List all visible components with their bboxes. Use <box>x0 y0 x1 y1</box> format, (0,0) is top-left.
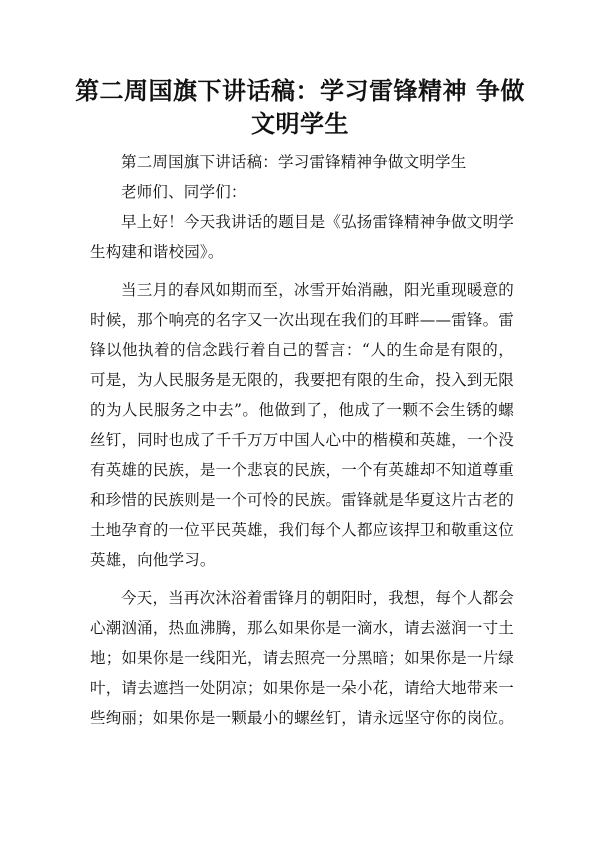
paragraph-salutation: 老师们、同学们： <box>121 183 247 201</box>
paragraph-greeting: 早上好！今天我讲话的题目是《弘扬雷锋精神争做文明学生构建和谐校园》。 <box>90 213 514 261</box>
paragraph-today: 今天，当再次沐浴着雷锋月的朝阳时，我想，每个人都会心潮汹涌，热血沸腾，那么如果你是一滴水，请去滋润一寸土地；如果你是一线阳光，请去照亮一分黑暗；如果你是一片绿叶，请去遮挡一处阴凉；如果你是一朵小花，请给大地带来一些绚丽；如果你是一颗最小的螺丝钉，请永远坚守你的岗位。 <box>90 589 514 727</box>
paragraph-leifeng: 当三月的春风如期而至，冰雪开始消融，阳光重现暖意的时候，那个响亮的名字又一次出现在我们的耳畔——雷锋。雷锋以他执着的信念践行着自己的誓言：“人的生命是有限的，可是，为人民服务是无限的，我要把有限的生命，投入到无限的为人民服务之中去”。他做到了，他成了一颗不会生锈的螺丝钉，同时也成了千千万万中国人心中的楷模和英雄，一个没有英雄的民族，是一个悲哀的民族，一个有英雄却不知道尊重和珍惜的民族则是一个可怜的民族。雷锋就是华夏这片古老的土地孕育的一位平民英雄，我们每个人都应该捍卫和敬重这位英雄，向他学习。 <box>90 281 514 569</box>
paragraph-subtitle: 第二周国旗下讲话稿：学习雷锋精神争做文明学生 <box>121 153 467 171</box>
document-body <box>90 147 514 737</box>
document-title: 第二周国旗下讲话稿：学习雷锋精神 争做文明学生 <box>75 76 525 138</box>
